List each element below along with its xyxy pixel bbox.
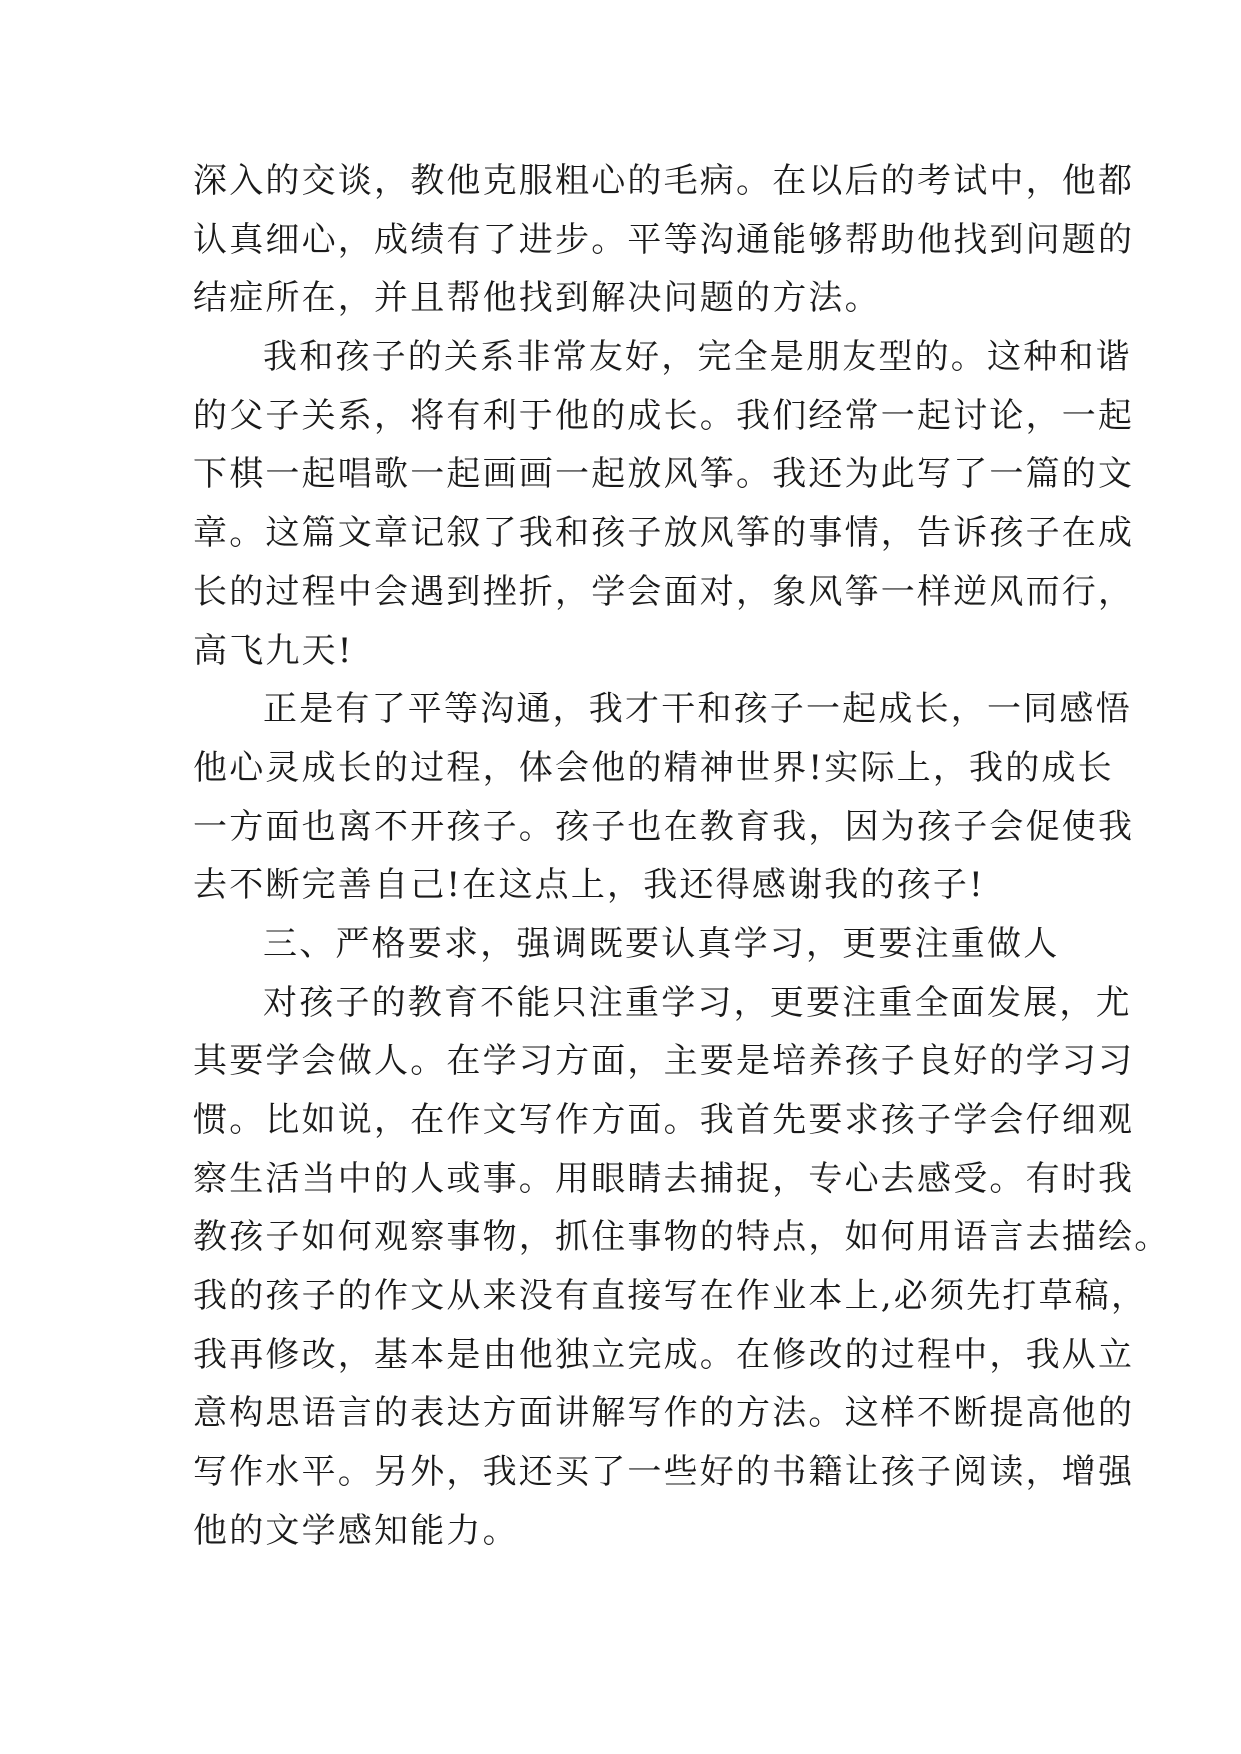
- text-line: 察生活当中的人或事。用眼睛去捕捉，专心去感受。有时我: [193, 1158, 1135, 1199]
- text-line: 的父子关系，将有利于他的成长。我们经常一起讨论，一起: [193, 395, 1135, 436]
- text-line: 意构思语言的表达方面讲解写作的方法。这样不断提高他的: [193, 1393, 1135, 1434]
- text-line: 认真细心，成绩有了进步。平等沟通能够帮助他找到问题的: [193, 219, 1135, 260]
- text-line: 写作水平。另外，我还买了一些好的书籍让孩子阅读，增强: [193, 1452, 1135, 1493]
- text-line: 去不断完善自己!在这点上，我还得感谢我的孩子!: [193, 865, 985, 906]
- text-line: 他心灵成长的过程，体会他的精神世界!实际上，我的成长: [193, 747, 1114, 788]
- paragraph-first-line: 我和孩子的关系非常友好，完全是朋友型的。这种和谐: [263, 337, 1132, 378]
- document-body: [193, 152, 1171, 1561]
- section-heading: 三、严格要求，强调既要认真学习，更要注重做人: [263, 923, 1060, 964]
- text-line: 下棋一起唱歌一起画画一起放风筝。我还为此写了一篇的文: [193, 454, 1135, 495]
- text-line: 惯。比如说，在作文写作方面。我首先要求孩子学会仔细观: [193, 1100, 1135, 1140]
- paragraph-first-line: 正是有了平等沟通，我才干和孩子一起成长，一同感悟: [263, 689, 1132, 730]
- text-line: 教孩子如何观察事物，抓住事物的特点，如何用语言去描绘。: [193, 1217, 1171, 1258]
- text-line: 长的过程中会遇到挫折，学会面对，象风筝一样逆风而行，: [193, 571, 1135, 612]
- text-line: 深入的交谈，教他克服粗心的毛病。在以后的考试中，他都: [193, 161, 1135, 201]
- text-line: 我的孩子的作文从来没有直接写在作业本上,必须先打草稿，: [193, 1276, 1148, 1317]
- text-line: 一方面也离不开孩子。孩子也在教育我，因为孩子会促使我: [193, 806, 1135, 847]
- text-line: 其要学会做人。在学习方面，主要是培养孩子良好的学习习: [193, 1041, 1135, 1082]
- text-line: 我再修改，基本是由他独立完成。在修改的过程中，我从立: [193, 1334, 1135, 1375]
- text-line: 高飞九天!: [193, 630, 354, 671]
- paragraph-first-line: 对孩子的教育不能只注重学习，更要注重全面发展，尤: [263, 982, 1132, 1023]
- text-line: 结症所在，并且帮他找到解决问题的方法。: [193, 278, 881, 319]
- text-line: 章。这篇文章记叙了我和孩子放风筝的事情，告诉孩子在成: [193, 513, 1135, 554]
- text-line: 他的文学感知能力。: [193, 1510, 519, 1551]
